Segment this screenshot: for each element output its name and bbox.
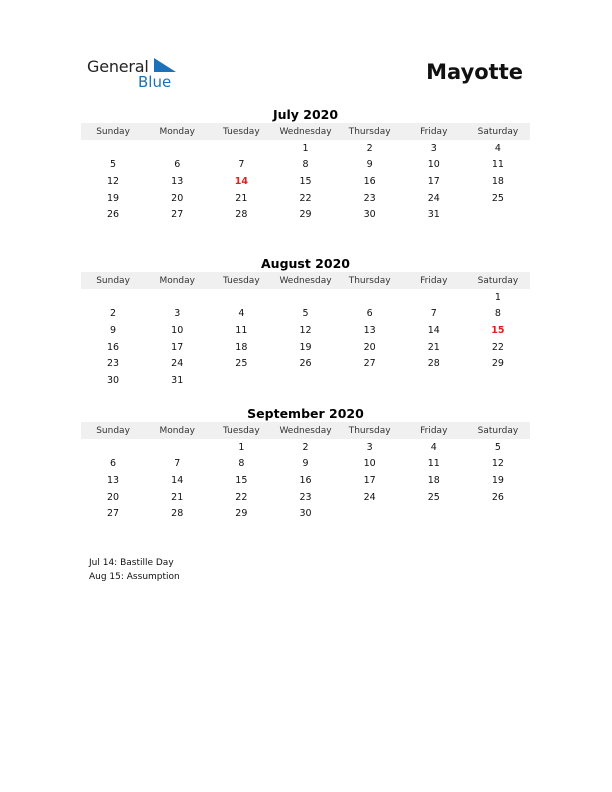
day-cell: 13	[171, 175, 184, 187]
day-cell: 29	[299, 209, 312, 221]
week-row	[81, 322, 530, 339]
day-cell: 3	[430, 142, 437, 154]
day-cell: 23	[299, 491, 312, 503]
day-cell: 25	[491, 192, 504, 204]
logo	[87, 57, 187, 91]
weekday-label: Saturday	[477, 275, 519, 286]
month-july	[81, 106, 530, 223]
day-cell: 7	[238, 159, 245, 171]
day-cell: 17	[363, 474, 376, 486]
weekday-label: Wednesday	[279, 275, 332, 286]
day-cell: 6	[174, 159, 181, 171]
weekday-label: Saturday	[477, 425, 519, 436]
week-row	[81, 190, 530, 207]
weekday-label: Friday	[420, 126, 448, 137]
day-cell: 19	[107, 192, 120, 204]
day-cell: 16	[363, 175, 376, 187]
day-cell: 1	[494, 291, 501, 303]
day-cell: 10	[427, 159, 440, 171]
day-cell: 22	[235, 491, 248, 503]
week-row	[81, 456, 530, 473]
day-cell: 2	[110, 308, 117, 320]
day-cell: 28	[235, 209, 248, 221]
day-cell: 27	[171, 209, 184, 221]
week-row	[81, 289, 530, 306]
day-cell: 3	[174, 308, 181, 320]
day-cell: 30	[299, 508, 312, 520]
day-cell: 26	[107, 209, 120, 221]
day-cell: 7	[430, 308, 437, 320]
month-title: July 2020	[272, 107, 339, 122]
country-title: Mayotte	[426, 60, 523, 84]
day-cell: 19	[299, 341, 312, 353]
day-cell: 29	[491, 358, 504, 370]
day-cell: 18	[491, 175, 504, 187]
day-cell: 3	[366, 441, 373, 453]
day-cell: 1	[238, 441, 245, 453]
weekday-label: Wednesday	[279, 126, 332, 137]
day-cell: 23	[107, 358, 120, 370]
day-cell: 13	[363, 324, 376, 336]
weekday-label: Friday	[420, 425, 448, 436]
day-cell: 12	[491, 458, 504, 470]
logo-text-general: General	[87, 57, 149, 76]
weekday-header	[81, 422, 530, 439]
day-cell: 8	[302, 159, 309, 171]
day-cell: 27	[363, 358, 376, 370]
day-cell: 9	[366, 159, 373, 171]
day-cell: 6	[366, 308, 373, 320]
weekday-label: Thursday	[348, 425, 391, 436]
holiday-note: Aug 15: Assumption	[89, 572, 180, 582]
day-cell: 31	[171, 374, 184, 386]
week-row	[81, 489, 530, 506]
day-cell: 30	[363, 209, 376, 221]
day-cell: 6	[110, 458, 117, 470]
weekday-label: Sunday	[96, 275, 130, 286]
week-row	[81, 306, 530, 323]
week-row	[81, 140, 530, 157]
day-cell: 12	[299, 324, 312, 336]
holiday-notes	[89, 556, 180, 584]
day-cell: 24	[171, 358, 184, 370]
day-cell: 11	[491, 159, 504, 171]
day-cell: 10	[363, 458, 376, 470]
month-title: September 2020	[247, 406, 364, 421]
day-cell: 4	[238, 308, 245, 320]
weekday-label: Sunday	[96, 126, 130, 137]
day-cell: 9	[302, 458, 309, 470]
day-cell: 26	[491, 491, 504, 503]
day-cell: 10	[171, 324, 184, 336]
week-row	[81, 472, 530, 489]
day-cell: 31	[427, 209, 440, 221]
month-title: August 2020	[261, 256, 350, 271]
day-cell: 24	[427, 192, 440, 204]
weekday-label: Tuesday	[223, 425, 260, 436]
day-cell: 4	[430, 441, 437, 453]
month-august	[81, 255, 530, 389]
day-cell: 23	[363, 192, 376, 204]
day-cell: 5	[494, 441, 501, 453]
day-cell: 8	[494, 308, 501, 320]
day-cell: 21	[235, 192, 248, 204]
day-cell: 5	[110, 159, 117, 171]
weekday-header	[81, 272, 530, 289]
week-row	[81, 355, 530, 372]
day-cell: 21	[171, 491, 184, 503]
day-cell: 19	[491, 474, 504, 486]
day-cell: 28	[171, 508, 184, 520]
weekday-label: Monday	[159, 126, 195, 137]
day-cell: 16	[299, 474, 312, 486]
week-row	[81, 157, 530, 174]
week-row	[81, 439, 530, 456]
day-cell: 18	[235, 341, 248, 353]
weekday-label: Wednesday	[279, 425, 332, 436]
day-cell: 1	[302, 142, 309, 154]
day-cell: 21	[427, 341, 440, 353]
day-cell: 15	[299, 175, 312, 187]
day-cell: 25	[427, 491, 440, 503]
day-cell: 17	[427, 175, 440, 187]
weekday-label: Tuesday	[223, 126, 260, 137]
day-cell: 16	[107, 341, 120, 353]
day-cell: 17	[171, 341, 184, 353]
day-cell: 29	[235, 508, 248, 520]
weekday-header	[81, 123, 530, 140]
week-row	[81, 505, 530, 522]
month-grid	[81, 140, 530, 223]
weekday-label: Monday	[159, 425, 195, 436]
logo-flag-icon	[154, 58, 176, 72]
day-cell: 2	[302, 441, 309, 453]
day-cell: 20	[107, 491, 120, 503]
day-cell: 26	[299, 358, 312, 370]
day-cell: 11	[235, 324, 248, 336]
day-cell: 5	[302, 308, 309, 320]
week-row	[81, 372, 530, 389]
day-cell: 22	[491, 341, 504, 353]
day-cell: 12	[107, 175, 120, 187]
weekday-label: Sunday	[96, 425, 130, 436]
weekday-label: Thursday	[348, 126, 391, 137]
day-cell: 14	[234, 175, 248, 187]
week-row	[81, 206, 530, 223]
holiday-note: Jul 14: Bastille Day	[89, 558, 174, 568]
weekday-label: Tuesday	[223, 275, 260, 286]
day-cell: 20	[171, 192, 184, 204]
day-cell: 28	[427, 358, 440, 370]
day-cell: 27	[107, 508, 120, 520]
day-cell: 14	[427, 324, 440, 336]
month-grid	[81, 439, 530, 522]
day-cell: 18	[427, 474, 440, 486]
day-cell: 22	[299, 192, 312, 204]
day-cell: 15	[235, 474, 248, 486]
month-grid	[81, 289, 530, 389]
logo-text-blue: Blue	[138, 73, 172, 91]
day-cell: 25	[235, 358, 248, 370]
day-cell: 14	[171, 474, 184, 486]
weekday-label: Thursday	[348, 275, 391, 286]
week-row	[81, 339, 530, 356]
day-cell: 4	[494, 142, 501, 154]
day-cell: 13	[107, 474, 120, 486]
week-row	[81, 173, 530, 190]
month-september	[81, 405, 530, 522]
day-cell: 9	[110, 324, 117, 336]
weekday-label: Monday	[159, 275, 195, 286]
day-cell: 15	[491, 324, 505, 336]
weekday-label: Saturday	[477, 126, 519, 137]
day-cell: 7	[174, 458, 181, 470]
weekday-label: Friday	[420, 275, 448, 286]
day-cell: 20	[363, 341, 376, 353]
day-cell: 11	[427, 458, 440, 470]
day-cell: 30	[107, 374, 120, 386]
day-cell: 2	[366, 142, 373, 154]
day-cell: 24	[363, 491, 376, 503]
day-cell: 8	[238, 458, 245, 470]
